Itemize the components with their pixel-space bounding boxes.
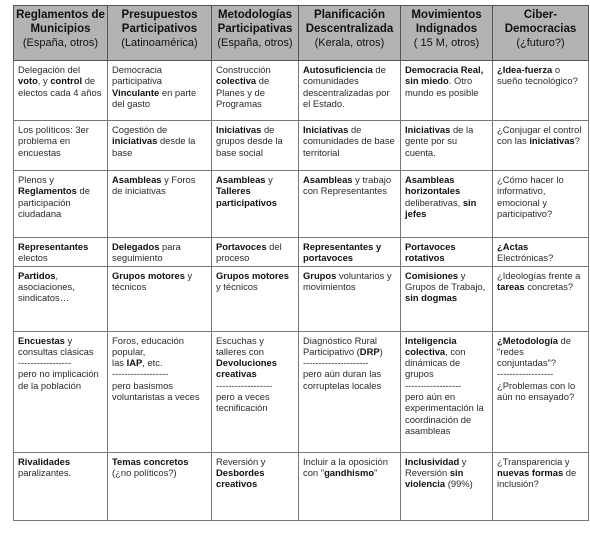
cell-text: y trabajo con Representantes	[303, 174, 392, 197]
cell-text: en parte del gasto	[112, 86, 197, 109]
cell-text: deliberativas,	[405, 196, 463, 208]
cell-text: Diagnóstico Rural Participativo (	[303, 334, 377, 357]
cell-text-bold: Rivalidades	[18, 455, 71, 467]
cell-text-bold: gandhismo	[324, 466, 375, 478]
cell-text: Los políticos: 3er problema en encuestas	[18, 124, 89, 158]
table-cell	[401, 331, 493, 452]
header-cell	[14, 6, 108, 61]
cell-text: )	[379, 345, 383, 357]
table-cell	[401, 121, 493, 171]
table-cell	[108, 61, 212, 121]
cell-text-bold: sin jefes	[405, 196, 477, 219]
democracy-models-comparison-table	[13, 5, 589, 521]
cell-text-bold: tareas	[497, 280, 525, 292]
header-subtitle: (Latinoamérica)	[121, 37, 198, 49]
cell-text: Plenos y	[18, 174, 54, 185]
cell-text: de "redes conjuntadas"?	[497, 334, 571, 369]
cell-text-bold: Asambleas	[303, 174, 353, 185]
cell-text-bold: Temas concretos	[112, 455, 189, 467]
cell-text: Democracia participativa	[112, 64, 163, 87]
cell-text-bold: Representantes y portavoces	[303, 241, 382, 264]
table-cell	[108, 171, 212, 238]
cell-text-bold: Grupos	[303, 269, 337, 281]
cell-text: pero no implicación de la población	[18, 368, 99, 391]
cell-text-bold: sin violencia	[405, 466, 464, 490]
cell-text: de inclusión?	[497, 466, 577, 490]
cell-text: "	[374, 466, 378, 478]
header-cell	[401, 6, 493, 61]
header-title: Ciber-Democracias	[504, 9, 577, 35]
header-subtitle: (¿futuro?)	[516, 37, 565, 49]
cell-text: y Grupos de Trabajo,	[405, 269, 486, 292]
table-cell	[493, 61, 589, 121]
table-cell	[299, 61, 401, 121]
cell-text: ------------------	[405, 379, 462, 391]
table-body	[14, 61, 589, 521]
table-cell	[108, 121, 212, 171]
cell-text: de Planes y de Programas	[216, 75, 270, 109]
cell-text-bold: Talleres participativos	[216, 185, 277, 208]
cell-text-bold: Reglamentos	[18, 185, 77, 197]
comparison-table-container	[13, 5, 589, 521]
cell-text: del proceso	[216, 241, 282, 264]
cell-text-bold: Representantes	[18, 241, 89, 252]
table-cell	[212, 171, 299, 238]
table-cell	[493, 238, 589, 267]
header-title: Reglamentos de Municipios	[16, 9, 105, 35]
table-cell	[401, 171, 493, 238]
table-cell	[108, 331, 212, 452]
cell-text-bold: IAP	[126, 357, 143, 369]
cell-text: Reversión y	[216, 455, 266, 467]
table-cell	[401, 452, 493, 520]
cell-text: y técnicos	[216, 280, 258, 292]
table-cell	[401, 61, 493, 121]
cell-text: pero aún en experimentación la coordinación de asambleas	[405, 391, 484, 436]
cell-text: paralizantes.	[18, 466, 72, 478]
cell-text: (99%)	[445, 478, 473, 490]
table-cell	[299, 266, 401, 331]
cell-text: ¿Transparencia y	[497, 455, 570, 467]
cell-text-bold: Inteligencia colectiva	[405, 334, 457, 357]
table-row	[14, 171, 589, 238]
cell-text: , asociaciones, sindicatos…	[18, 269, 75, 304]
cell-text-bold: Iniciativas	[216, 124, 262, 135]
table-cell	[212, 238, 299, 267]
table-cell	[212, 61, 299, 121]
cell-text: de grupos desde la base social	[216, 124, 283, 158]
cell-text: electos	[18, 252, 48, 264]
cell-text: pero a veces tecnificación	[216, 391, 270, 414]
cell-text: desde la base	[112, 135, 196, 158]
table-cell	[14, 61, 108, 121]
table-cell	[14, 266, 108, 331]
cell-text-bold: Asambleas	[112, 174, 162, 185]
table-row	[14, 331, 589, 452]
cell-text-bold: Desbordes creativos	[216, 466, 265, 490]
table-cell	[401, 266, 493, 331]
cell-text: ------------------	[497, 368, 554, 380]
cell-text-bold: Vinculante	[112, 86, 160, 98]
cell-text-bold: Grupos motores	[216, 269, 289, 281]
cell-text-bold: DRP	[359, 345, 380, 357]
table-cell	[14, 171, 108, 238]
table-cell	[493, 171, 589, 238]
table-cell	[14, 452, 108, 520]
table-cell	[14, 331, 108, 452]
table-row	[14, 238, 589, 267]
cell-text: de participación ciudadana	[18, 185, 90, 219]
table-row	[14, 61, 589, 121]
table-cell	[493, 121, 589, 171]
cell-text-bold: iniciativas	[112, 135, 158, 147]
cell-text-bold: voto	[18, 75, 38, 87]
cell-text: ------------------	[216, 379, 273, 391]
cell-text: ¿Problemas con lo aún no ensayado?	[497, 379, 576, 403]
cell-text: para seguimiento	[112, 241, 181, 264]
cell-text: , etc.	[142, 357, 163, 369]
cell-text: Construcción	[216, 64, 271, 75]
cell-text-bold: Grupos motores	[112, 269, 185, 281]
cell-text: -----------------	[18, 357, 72, 369]
cell-text-bold: iniciativas	[529, 135, 575, 147]
cell-text: . Otro mundo es posible	[405, 75, 479, 98]
cell-text-bold: Iniciativas	[303, 124, 349, 135]
header-subtitle: (Kerala, otros)	[314, 37, 385, 49]
cell-text: Escuchas y talleres con	[216, 334, 264, 357]
cell-text: , y	[37, 75, 51, 87]
table-cell	[212, 266, 299, 331]
cell-text-bold: Delegados	[112, 241, 160, 252]
header-title: Movimientos Indignados	[411, 9, 482, 35]
table-row	[14, 452, 589, 520]
cell-text: Incluir a la oposición con "	[303, 455, 388, 478]
table-cell	[299, 238, 401, 267]
cell-text-bold: ¿Metodología	[497, 334, 558, 346]
cell-text: ¿Conjugar el control con las	[497, 124, 582, 147]
cell-text: y Reversión	[405, 455, 467, 478]
header-title: Presupuestos Participativos	[121, 9, 198, 35]
cell-text: y consultas clásicas	[18, 334, 94, 357]
cell-text-bold: sin dogmas	[405, 292, 458, 304]
header-cell	[493, 6, 589, 61]
cell-text: Electrónicas?	[497, 252, 554, 264]
table-row	[14, 121, 589, 171]
cell-text: de comunidades descentralizadas por el Estado.	[303, 64, 390, 109]
cell-text: ---------------------	[303, 357, 369, 369]
table-cell	[212, 121, 299, 171]
table-cell	[299, 171, 401, 238]
table-cell	[401, 238, 493, 267]
header-subtitle: (España, otros)	[22, 37, 99, 49]
table-cell	[212, 331, 299, 452]
cell-text: pero basismos voluntaristas a veces	[112, 379, 200, 403]
cell-text: ?	[574, 135, 580, 147]
header-title: Planificación Descentralizada	[305, 9, 394, 35]
cell-text-bold: colectiva	[216, 75, 257, 87]
cell-text-bold: ¿Idea-fuerza	[497, 64, 553, 75]
header-cell	[299, 6, 401, 61]
header-subtitle: (España, otros)	[217, 37, 293, 49]
cell-text: voluntarios y movimientos	[303, 269, 392, 292]
cell-text: de comunidades de base territorial	[303, 124, 395, 158]
cell-text-bold: ¿Actas	[497, 241, 529, 252]
cell-text-bold: nuevas formas	[497, 466, 564, 478]
cell-text: (¿no políticos?)	[112, 466, 177, 478]
cell-text-bold: Portavoces rotativos	[405, 241, 456, 264]
header-cell	[108, 6, 212, 61]
table-cell	[108, 452, 212, 520]
cell-text: Foros, educación popular,	[112, 334, 184, 357]
table-cell	[108, 266, 212, 331]
cell-text-bold: Autosuficiencia	[303, 64, 373, 75]
cell-text-bold: Democracia Real, sin miedo	[405, 64, 484, 87]
header-subtitle: ( 15 M, otros)	[413, 37, 480, 49]
cell-text-bold: Encuestas	[18, 334, 65, 346]
cell-text: Delegación del	[18, 64, 81, 75]
cell-text: ------------------	[112, 368, 169, 380]
cell-text-bold: Iniciativas	[405, 124, 451, 135]
header-title: Metodologías Participativas	[217, 9, 293, 35]
cell-text: de la gente por su cuenta.	[405, 124, 474, 158]
table-cell	[493, 452, 589, 520]
cell-text-bold: Asambleas	[216, 174, 266, 185]
cell-text: y Foros de iniciativas	[112, 174, 196, 197]
cell-text: , con dinámicas de grupos	[405, 345, 466, 380]
table-cell	[14, 238, 108, 267]
cell-text-bold: Comisiones	[405, 269, 459, 281]
cell-text-bold: Inclusividad	[405, 455, 460, 467]
table-cell	[299, 121, 401, 171]
cell-text: de electos cada 4 años	[18, 75, 102, 98]
cell-text: pero aún duran las corruptelas locales	[303, 368, 382, 391]
cell-text: o sueño tecnológico?	[497, 64, 578, 87]
table-row	[14, 266, 589, 331]
header-cell	[212, 6, 299, 61]
table-cell	[493, 266, 589, 331]
cell-text: ¿Ideologías frente a	[497, 269, 581, 281]
header-row	[14, 6, 589, 61]
table-cell	[108, 238, 212, 267]
table-cell	[212, 452, 299, 520]
cell-text: Cogestión de	[112, 124, 168, 135]
cell-text-bold: Asambleas horizontales	[405, 174, 461, 197]
table-cell	[493, 331, 589, 452]
cell-text: y	[265, 174, 273, 185]
cell-text: y técnicos	[112, 269, 193, 292]
table-cell	[299, 452, 401, 520]
cell-text-bold: Devoluciones creativas	[216, 357, 277, 380]
table-cell	[14, 121, 108, 171]
cell-text-bold: control	[50, 75, 83, 87]
cell-text: concretas?	[524, 280, 574, 292]
table-cell	[299, 331, 401, 452]
cell-text: ¿Cómo hacer lo informativo, emocional y participativo?	[497, 174, 564, 219]
cell-text-bold: Partidos	[18, 269, 56, 281]
cell-text: las	[112, 357, 127, 369]
cell-text-bold: Portavoces	[216, 241, 267, 252]
